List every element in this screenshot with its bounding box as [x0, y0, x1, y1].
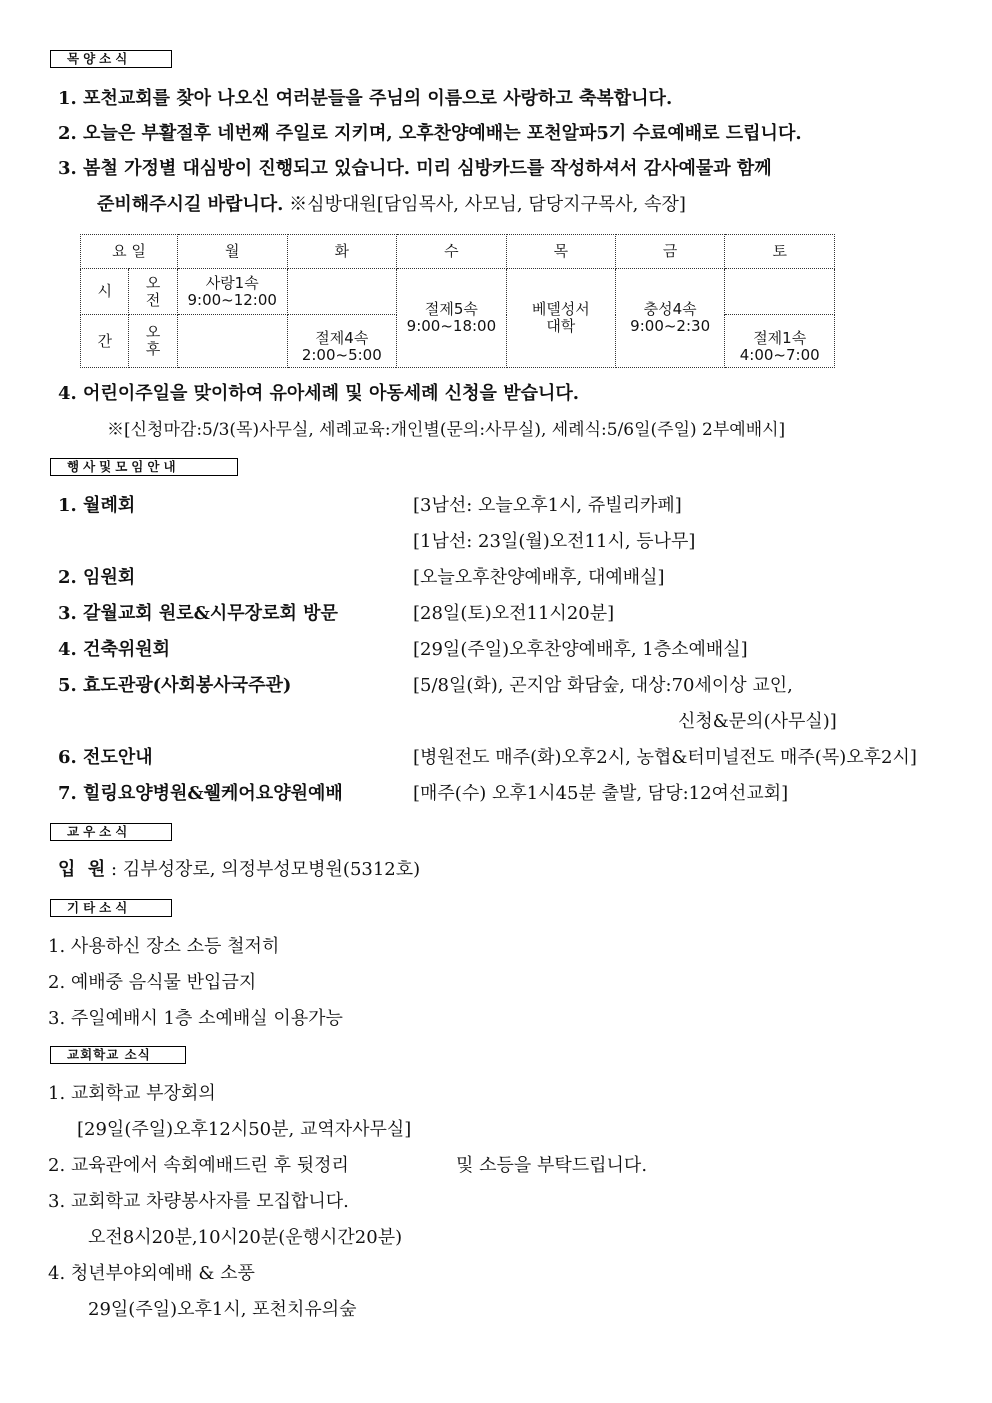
- table-cell-wed: 절제5속 9:00~18:00: [397, 269, 507, 368]
- table-cell-sat-pm: 절제1속 4:00~7:00: [725, 315, 835, 368]
- table-cell-sat-am: [725, 269, 835, 315]
- table-cell-mon-am: 사랑1속 9:00~12:00: [177, 269, 287, 315]
- pastoral-item-4-note: ※[신청마감:5/3(목)사무실, 세례교육:개인별(문의:사무실), 세례식:5/6일(주일) 2부예배시]: [107, 420, 786, 440]
- section-header-member-news: 교우소식: [50, 823, 172, 841]
- school-item-1-detail: [29일(주일)오후12시50분, 교역자사무실]: [77, 1119, 412, 1140]
- section-header-other-news: 기타소식: [50, 899, 172, 917]
- school-item-2: 2. 교육관에서 속회예배드린 후 뒷정리: [48, 1155, 349, 1176]
- event-label-6: 6. 전도안내: [58, 747, 153, 768]
- table-header-sat: 토: [725, 235, 835, 269]
- other-item-1: 1. 사용하신 장소 소등 철저히: [48, 936, 280, 957]
- table-cell-mon-pm: [177, 315, 287, 368]
- pastoral-item-3-cont: [97, 193, 686, 217]
- table-header-fri: 금: [615, 235, 725, 269]
- event-label-5: 5. 효도관광(사회봉사국주관): [58, 675, 292, 696]
- member-news-label: 입 원: [58, 859, 106, 880]
- section-header-events: 행사및모임안내: [50, 458, 238, 476]
- school-item-2-cont: 및 소등을 부탁드립니다.: [456, 1155, 648, 1176]
- table-cell-tue-am: [287, 269, 397, 315]
- table-header-day: 요 일: [81, 235, 178, 269]
- table-header-thu: 목: [506, 235, 615, 269]
- table-cell-pm: 오 후: [129, 315, 177, 368]
- table-cell-fri: 충성4속 9:00~2:30: [615, 269, 725, 368]
- event-label-4: 4. 건축위원회: [58, 639, 170, 660]
- member-news-line: [58, 858, 420, 882]
- event-label-2: 2. 임원회: [58, 567, 136, 588]
- section-header-pastoral-news: 목양소식: [50, 50, 172, 68]
- table-cell-gan: 간: [81, 315, 129, 368]
- table-header-mon: 월: [177, 235, 287, 269]
- pastoral-item-3-note: ※심방대원[담임목사, 사모님, 담당지구목사, 속장]: [289, 194, 686, 215]
- event-label-1: 1. 월례회: [58, 495, 136, 516]
- event-detail-2: [오늘오후찬양예배후, 대예배실]: [413, 567, 665, 588]
- other-item-3: 3. 주일예배시 1층 소예배실 이용가능: [48, 1008, 343, 1029]
- table-header-wed: 수: [397, 235, 507, 269]
- pastoral-item-3: 3. 봄철 가정별 대심방이 진행되고 있습니다. 미리 심방카드를 작성하셔서 감사예물과 함께: [58, 158, 772, 179]
- school-item-4-detail: 29일(주일)오후1시, 포천치유의숲: [88, 1299, 357, 1320]
- event-detail-7: [매주(수) 오후1시45분 출발, 담당:12여선교회]: [413, 783, 789, 804]
- school-item-4: 4. 청년부야외예배 & 소풍: [48, 1263, 255, 1284]
- event-detail-6: [병원전도 매주(화)오후2시, 농협&터미널전도 매주(목)오후2시]: [413, 747, 917, 768]
- pastoral-item-1: 1. 포천교회를 찾아 나오신 여러분들을 주님의 이름으로 사랑하고 축복합니다.: [58, 88, 673, 109]
- other-item-2: 2. 예배중 음식물 반입금지: [48, 972, 257, 993]
- event-detail-5b: 신청&문의(사무실)]: [678, 711, 837, 732]
- table-cell-am: 오 전: [129, 269, 177, 315]
- table-header-tue: 화: [287, 235, 397, 269]
- school-item-3-detail: 오전8시20분,10시20분(운행시간20분): [88, 1227, 403, 1248]
- event-detail-3: [28일(토)오전11시20분]: [413, 603, 615, 624]
- section-header-church-school: 교회학교 소식: [50, 1046, 186, 1064]
- school-item-1: 1. 교회학교 부장회의: [48, 1083, 216, 1104]
- table-row: [81, 269, 835, 315]
- visitation-schedule-table: [80, 234, 835, 368]
- pastoral-item-3-cont-text: 준비해주시길 바랍니다.: [97, 194, 284, 215]
- school-item-3: 3. 교회학교 차량봉사자를 모집합니다.: [48, 1191, 349, 1212]
- member-news-text: : 김부성장로, 의정부성모병원(5312호): [111, 859, 421, 880]
- pastoral-item-4: 4. 어린이주일을 맞이하여 유아세례 및 아동세례 신청을 받습니다.: [58, 383, 580, 404]
- event-label-3: 3. 갈월교회 원로&시무장로회 방문: [58, 603, 338, 624]
- event-label-7: 7. 힐링요양병원&웰케어요양원예배: [58, 783, 343, 804]
- event-detail-1b: [1남선: 23일(월)오전11시, 등나무]: [413, 531, 696, 552]
- table-row: [81, 235, 835, 269]
- event-detail-5: [5/8일(화), 곤지암 화담숲, 대상:70세이상 교인,: [413, 675, 793, 696]
- table-cell-tue-pm: 절제4속 2:00~5:00: [287, 315, 397, 368]
- event-detail-1: [3남선: 오늘오후1시, 쥬빌리카페]: [413, 495, 682, 516]
- table-cell-si: 시: [81, 269, 129, 315]
- pastoral-item-2: 2. 오늘은 부활절후 네번째 주일로 지키며, 오후찬양예배는 포천알파5기 수료예배로 드립니다.: [58, 123, 802, 144]
- event-detail-4: [29일(주일)오후찬양예배후, 1층소예배실]: [413, 639, 748, 660]
- table-cell-thu: 베델성서 대학: [506, 269, 615, 368]
